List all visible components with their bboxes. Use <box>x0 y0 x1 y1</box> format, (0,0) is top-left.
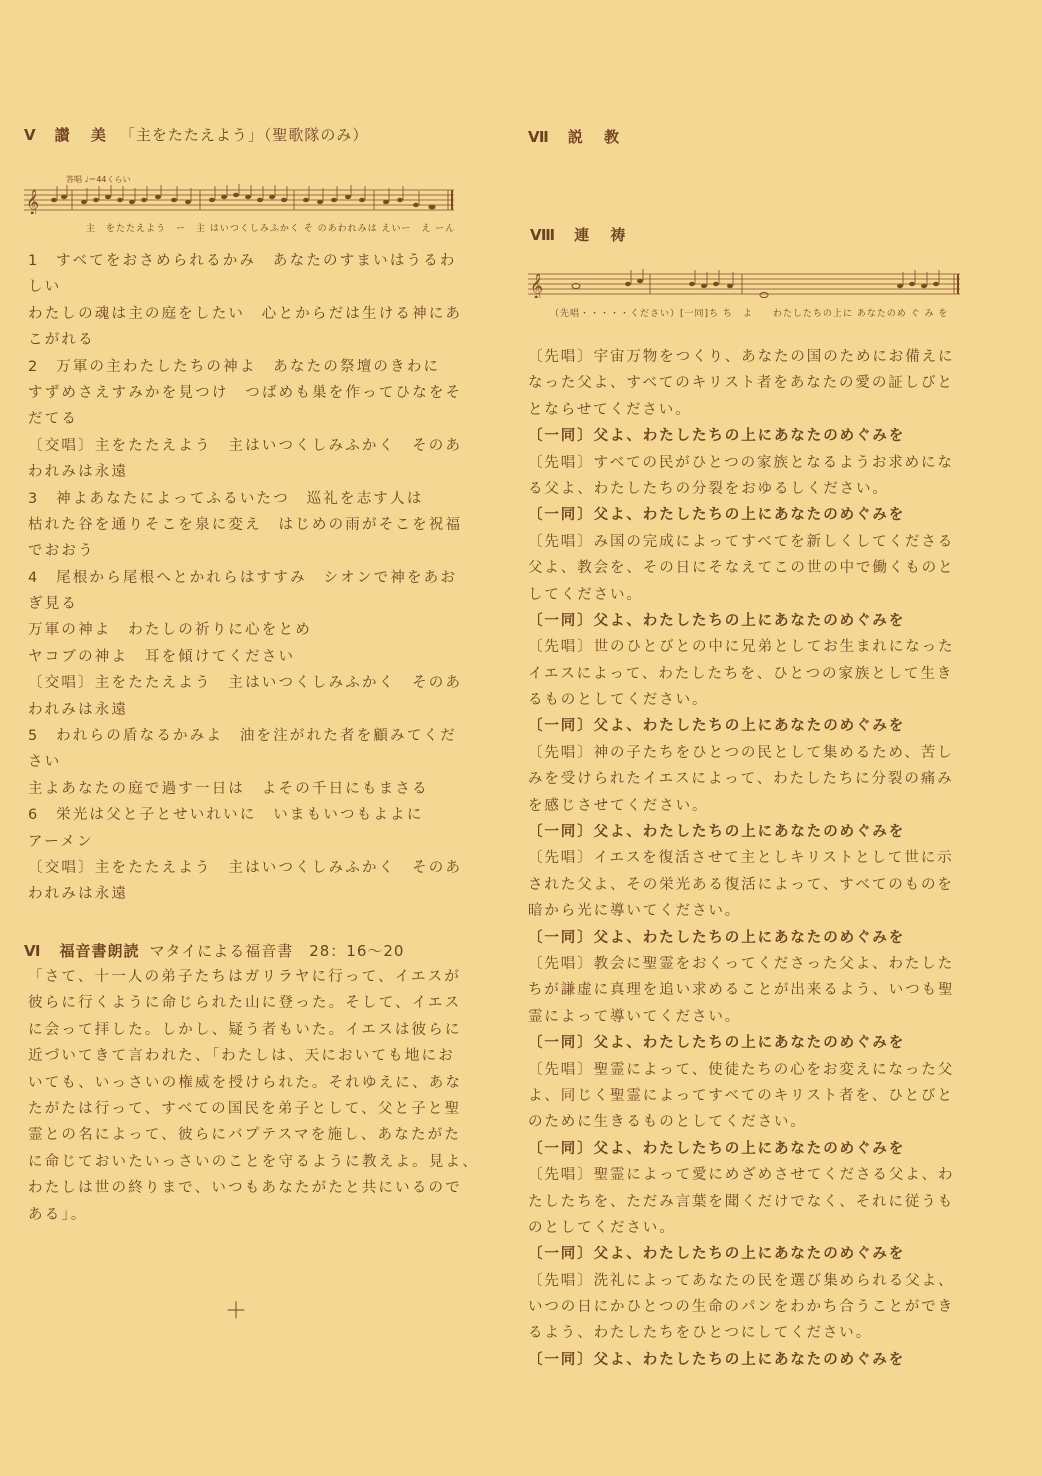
text-line: 彼らに行くように命じられた山に登った。そして、イエス <box>28 995 462 1012</box>
text-line: 6 栄光は父と子とせいれいに いまもいつもよよに <box>28 807 424 824</box>
text-line: ヤコブの神よ 耳を傾けてください <box>28 648 296 665</box>
response-line: 〔一同〕父よ、わたしたちの上にあなたのめぐみを <box>528 718 906 735</box>
svg-text:𝄞: 𝄞 <box>26 190 40 214</box>
text-line: に命じておいたいっさいのことを守るように教えよ。見よ、 <box>28 1153 479 1170</box>
text-line: 〔交唱〕主をたたえよう 主はいつくしみふかく そのあ <box>28 675 463 692</box>
text-line: われみは永遠 <box>28 701 129 718</box>
text-line: 4 尾根から尾根へとかれらはすすみ シオンで神をあお <box>28 569 458 586</box>
gospel-subtitle: マタイによる福音書 28：16～20 <box>149 942 405 960</box>
text-line: すずめさえすみかを見つけ つばめも巣を作ってひなをそ <box>28 384 463 401</box>
hymn-title: 讃 美 <box>54 126 114 144</box>
hymn-number: Ⅴ <box>24 126 37 144</box>
text-line: 〔交唱〕主をたたえよう 主はいつくしみふかく そのあ <box>28 859 463 876</box>
text-line: 霊によって導いてください。 <box>528 1008 742 1025</box>
hymn-subtitle: 「主をたたえよう」（聖歌隊のみ） <box>119 126 369 144</box>
text-line: 〔先唱〕聖霊によって愛にめざめさせてくださる父よ、わ <box>528 1167 955 1184</box>
response-line: 〔一同〕父よ、わたしたちの上にあなたのめぐみを <box>528 507 906 524</box>
text-line: してください。 <box>528 586 643 603</box>
text-line: 〔先唱〕イエスを復活させて主としキリストとして世に示 <box>528 850 954 867</box>
gospel-heading <box>24 940 404 961</box>
text-line: なった父よ、すべてのキリスト者をあなたの愛の証しびと <box>528 375 954 392</box>
text-line: いても、いっさいの権威を授けられた。それゆえに、あな <box>28 1074 463 1091</box>
text-line: 父よ、教会を、その日にそなえてこの世の中で働くものと <box>528 560 955 577</box>
litany-number: Ⅷ <box>530 226 557 244</box>
gospel-number: Ⅵ <box>24 942 42 960</box>
text-line: アーメン <box>28 833 94 850</box>
litany-heading <box>530 224 639 245</box>
text-line: 主よあなたの庭で過す一日は よその千日にもまさる <box>28 780 429 797</box>
response-line: 〔一同〕父よ、わたしたちの上にあなたのめぐみを <box>528 824 906 841</box>
text-line: とならせてください。 <box>528 401 692 418</box>
response-line: 〔一同〕父よ、わたしたちの上にあなたのめぐみを <box>528 1246 906 1263</box>
text-line: われみは永遠 <box>28 886 129 903</box>
text-line: 〔先唱〕世のひとびとの中に兄弟としてお生まれになった <box>528 639 955 656</box>
text-line: たしたちを、ただみ言葉を聞くだけでなく、それに従うも <box>528 1193 955 1210</box>
text-line: るものとしてください。 <box>528 692 709 709</box>
hymn-text <box>28 248 462 908</box>
litany-text <box>528 344 954 1373</box>
text-line: のために生きるものとしてください。 <box>528 1114 807 1131</box>
response-line: 〔一同〕父よ、わたしたちの上にあなたのめぐみを <box>528 1140 906 1157</box>
response-line: 〔一同〕父よ、わたしたちの上にあなたのめぐみを <box>528 1035 906 1052</box>
text-line: 〔先唱〕聖霊によって、使徒たちの心をお変えになった父 <box>528 1061 955 1078</box>
text-line: るよう、わたしたちをひとつにしてください。 <box>528 1325 873 1342</box>
sermon-number: Ⅶ <box>528 128 550 146</box>
text-line: 5 われらの盾なるかみよ 油を注がれた者を顧みてくだ <box>28 728 457 745</box>
text-line: よ、同じく聖霊によってすべてのキリスト者を、ひとびと <box>528 1087 954 1104</box>
hymn-lyric: 主 をたたえよう ー 主 はいつくしみふかく そ のあわれみは えいー え ーん <box>86 224 456 234</box>
svg-text:𝄞: 𝄞 <box>530 274 544 298</box>
text-line: 1 すべてをおさめられるかみ あなたのすまいはうるわ <box>28 253 457 269</box>
sermon-heading <box>528 126 633 147</box>
text-line: いつの日にかひとつの生命のパンをわかち合うことができ <box>528 1299 955 1316</box>
text-line: われみは永遠 <box>28 464 129 481</box>
text-line: イエスによって、わたしたちを、ひとつの家族として生き <box>528 665 954 682</box>
sermon-title: 説 教 <box>567 128 628 146</box>
hymn-music-staff <box>24 184 456 214</box>
text-line: のとしてください。 <box>528 1219 676 1236</box>
text-line: さい <box>28 754 62 771</box>
text-line: みを受けられたイエスによって、わたしたちに分裂の痛み <box>528 771 954 788</box>
text-line: 〔先唱〕神の子たちをひとつの民として集めるため、苦し <box>528 744 954 761</box>
response-line: 〔一同〕父よ、わたしたちの上にあなたのめぐみを <box>528 1351 906 1368</box>
response-line: 〔一同〕父よ、わたしたちの上にあなたのめぐみを <box>528 428 906 445</box>
litany-lyric: （先唱・・・・・ください）[一同]ち ち よ わたしたちの上に あなたのめ ぐ み を <box>550 309 949 319</box>
text-line: に会って拝した。しかし、疑う者もいた。イエスは彼らに <box>28 1021 462 1038</box>
text-line: された父よ、その栄光ある復活によって、すべてのものを <box>528 876 954 893</box>
text-line: たがたは行って、すべての国民を弟子として、父と子と聖 <box>28 1100 462 1117</box>
text-line: ちが謙虚に真理を追い求めることが出来るよう、いつも聖 <box>528 982 955 999</box>
text-line: を感じさせてください。 <box>528 797 709 814</box>
litany-title: 連 祷 <box>574 226 634 244</box>
hymn-tempo: 答唱 ♩＝44くらい <box>66 175 131 184</box>
text-line: 〔交唱〕主をたたえよう 主はいつくしみふかく そのあ <box>28 437 463 454</box>
text-line: 〔先唱〕宇宙万物をつくり、あなたの国のためにお備えに <box>528 349 955 365</box>
text-line: 暗から光に導いてください。 <box>528 903 742 920</box>
response-line: 〔一同〕父よ、わたしたちの上にあなたのめぐみを <box>528 929 906 946</box>
text-line: わたしは世の終りまで、いつもあなたがたと共にいるので <box>28 1180 462 1197</box>
text-line: 近づいてきて言われた、「わたしは、天においても地にお <box>28 1048 455 1065</box>
text-line: ある」。 <box>28 1206 88 1223</box>
text-line: 2 万軍の主わたしたちの神よ あなたの祭壇のきわに <box>28 358 441 375</box>
gospel-title: 福音書朗読 <box>59 942 140 960</box>
hymn-heading <box>24 124 368 145</box>
text-line: わたしの魂は主の庭をしたい 心とからだは生ける神にあ <box>28 305 463 322</box>
text-line: 〔先唱〕み国の完成によってすべてを新しくしてくださる <box>528 533 955 550</box>
text-line: こがれる <box>28 332 95 349</box>
response-line: 〔一同〕父よ、わたしたちの上にあなたのめぐみを <box>528 612 906 629</box>
text-line: しい <box>28 279 62 296</box>
text-line: 〔先唱〕すべての民がひとつの家族となるようお求めにな <box>528 454 954 471</box>
gospel-text <box>28 964 479 1228</box>
text-line: 霊との名によって、彼らにバプテスマを施し、あなたがた <box>28 1127 462 1144</box>
text-line: ぎ見る <box>28 596 79 613</box>
cross-symbol: ＋ <box>225 1299 248 1324</box>
text-line: 万軍の神よ わたしの祈りに心をとめ <box>28 622 312 639</box>
litany-music-staff <box>528 268 962 298</box>
text-line: 〔先唱〕洗礼によってあなたの民を選び集められる父よ、 <box>528 1272 955 1289</box>
text-line: る父よ、わたしたちの分裂をおゆるしください。 <box>528 480 889 497</box>
text-line: 3 神よあなたによってふるいたつ 巡礼を志す人は <box>28 490 424 507</box>
text-line: 枯れた谷を通りそこを泉に変え はじめの雨がそこを祝福 <box>28 516 463 533</box>
text-line: 「さて、十一人の弟子たちはガリラヤに行って、イエスが <box>28 969 462 985</box>
text-line: 〔先唱〕教会に聖霊をおくってくださった父よ、わたした <box>528 955 955 972</box>
text-line: だてる <box>28 411 79 428</box>
text-line: でおおう <box>28 543 95 560</box>
